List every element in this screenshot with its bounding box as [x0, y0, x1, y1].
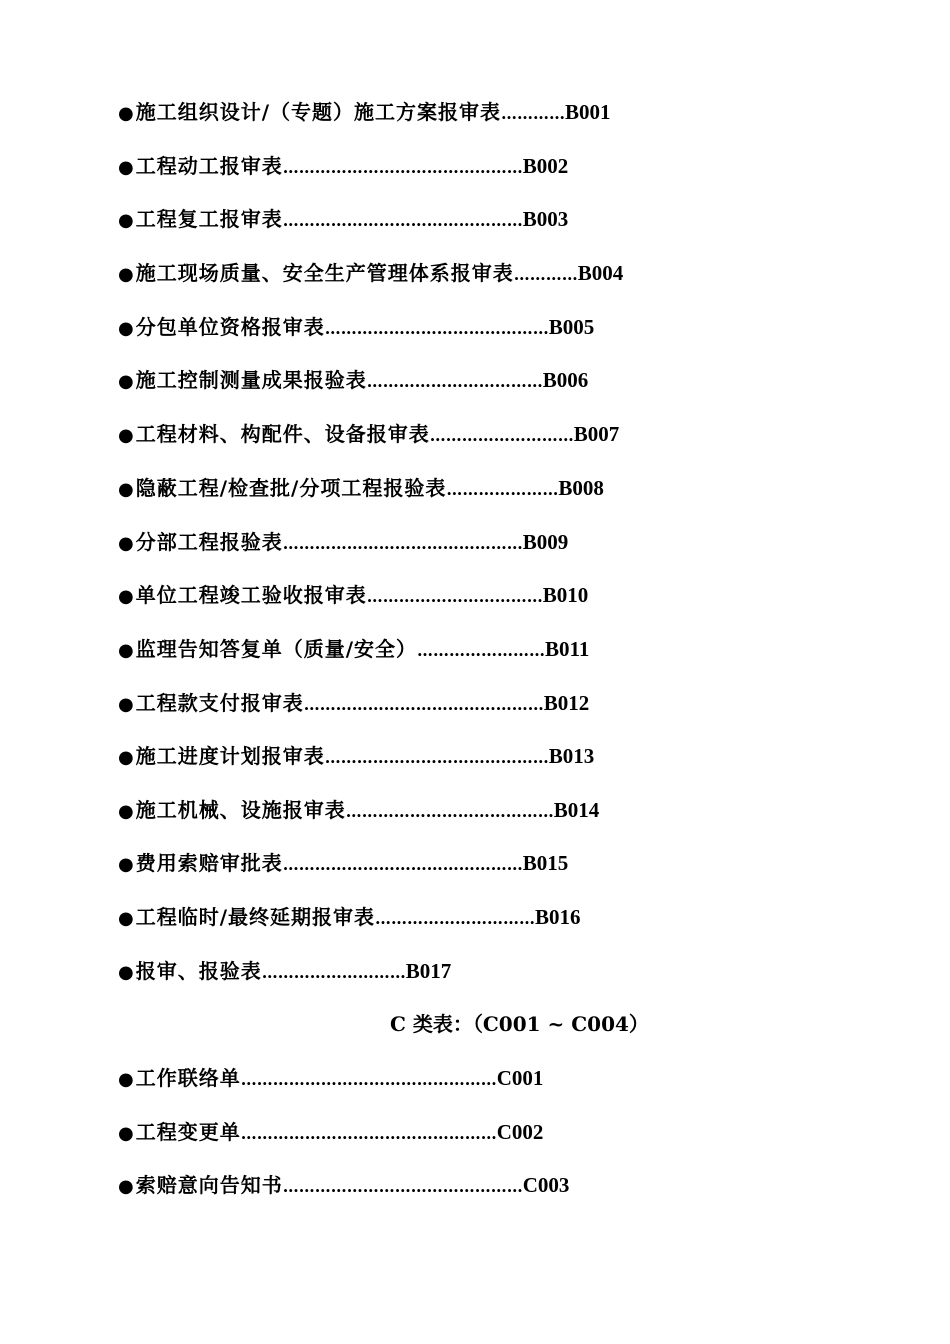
- entry-code: B014: [553, 798, 600, 822]
- section-c-heading: C 类表：（C001 ~ C004）: [390, 1012, 649, 1036]
- bullet-icon: ●: [118, 854, 135, 875]
- toc-entry-b010: [118, 580, 588, 610]
- bullet-icon: ●: [118, 694, 135, 715]
- bullet-icon: ●: [118, 640, 135, 661]
- entry-title: 工程款支付报审表: [135, 691, 304, 715]
- entry-title: 施工机械、设施报审表: [135, 798, 346, 822]
- entry-code: B016: [535, 905, 581, 929]
- bullet-icon: ●: [118, 425, 135, 446]
- bullet-icon: ●: [118, 210, 135, 231]
- entry-title: 隐蔽工程/检查批/分项工程报验表: [135, 476, 447, 500]
- entry-code: B005: [548, 315, 595, 339]
- bullet-icon: ●: [118, 1176, 135, 1197]
- toc-entry-b002: [118, 151, 568, 181]
- toc-entry-b013: [118, 741, 594, 771]
- toc-entry-b009: [118, 527, 568, 557]
- entry-title: 监理告知答复单（质量/安全）: [135, 637, 418, 661]
- entry-leader-dots: …………………: [446, 480, 559, 499]
- entry-leader-dots: ………………………………………: [303, 695, 544, 714]
- entry-code: B010: [542, 583, 589, 607]
- entry-code: B008: [558, 476, 604, 500]
- toc-entry-c003: [118, 1170, 569, 1200]
- bullet-icon: ●: [118, 908, 135, 929]
- toc-entry-b005: [118, 312, 594, 342]
- entry-leader-dots: ………………………………………: [282, 855, 523, 874]
- entry-leader-dots: …………: [513, 265, 578, 284]
- entry-code: B007: [573, 422, 620, 446]
- entry-title: 工程临时/最终延期报审表: [135, 905, 376, 929]
- entry-leader-dots: ……………………: [417, 641, 546, 660]
- entry-code: B012: [543, 691, 590, 715]
- entry-title: 分部工程报验表: [135, 530, 283, 554]
- entry-code: B006: [542, 368, 589, 392]
- toc-entry-b008: [118, 473, 604, 503]
- toc-entry-b004: [118, 258, 623, 288]
- toc-entry-b006: [118, 365, 588, 395]
- entry-leader-dots: …………………………………………: [240, 1124, 497, 1143]
- entry-leader-dots: …………………………: [375, 909, 536, 928]
- entry-code: C003: [522, 1173, 570, 1197]
- entry-title: 索赔意向告知书: [135, 1173, 283, 1197]
- bullet-icon: ●: [118, 157, 135, 178]
- bullet-icon: ●: [118, 264, 135, 285]
- entry-code: C002: [496, 1120, 544, 1144]
- toc-entry-b014: [118, 795, 599, 825]
- entry-leader-dots: ……………………………: [366, 587, 543, 606]
- entry-code: B011: [545, 637, 590, 661]
- toc-entry-b015: [118, 848, 568, 878]
- bullet-icon: ●: [118, 586, 135, 607]
- toc-entry-c001: [118, 1063, 543, 1093]
- entry-title: 工程复工报审表: [135, 207, 283, 231]
- toc-entry-b017: [118, 956, 451, 986]
- entry-leader-dots: ……………………………………: [324, 748, 549, 767]
- entry-leader-dots: …………………………………………: [240, 1070, 497, 1089]
- entry-leader-dots: ……………………………………: [324, 319, 549, 338]
- bullet-icon: ●: [118, 103, 135, 124]
- bullet-icon: ●: [118, 371, 135, 392]
- entry-code: B017: [405, 959, 452, 983]
- bullet-icon: ●: [118, 801, 135, 822]
- entry-code: B002: [522, 154, 569, 178]
- entry-title: 施工控制测量成果报验表: [135, 368, 367, 392]
- bullet-icon: ●: [118, 533, 135, 554]
- entry-leader-dots: …………: [501, 104, 566, 123]
- toc-entry-b007: [118, 419, 619, 449]
- entry-leader-dots: ………………………………………: [282, 534, 523, 553]
- entry-title: 工程动工报审表: [135, 154, 283, 178]
- entry-code: B003: [522, 207, 569, 231]
- entry-leader-dots: ………………………: [261, 963, 406, 982]
- entry-code: B004: [577, 261, 624, 285]
- entry-code: B001: [565, 100, 611, 124]
- entry-code: B009: [522, 530, 569, 554]
- bullet-icon: ●: [118, 318, 135, 339]
- entry-leader-dots: …………………………………: [345, 802, 554, 821]
- entry-title: 报审、报验表: [135, 959, 262, 983]
- entry-leader-dots: ………………………………………: [282, 1177, 523, 1196]
- toc-entry-b016: [118, 902, 581, 932]
- entry-title: 分包单位资格报审表: [135, 315, 325, 339]
- bullet-icon: ●: [118, 747, 135, 768]
- entry-leader-dots: ………………………: [429, 426, 574, 445]
- entry-title: 单位工程竣工验收报审表: [135, 583, 367, 607]
- bullet-icon: ●: [118, 479, 135, 500]
- entry-title: 工作联络单: [135, 1066, 241, 1090]
- entry-title: 费用索赔审批表: [135, 851, 283, 875]
- toc-entry-b003: [118, 204, 568, 234]
- entry-title: 施工现场质量、安全生产管理体系报审表: [135, 261, 514, 285]
- entry-title: 施工组织设计/（专题）施工方案报审表: [135, 100, 502, 124]
- bullet-icon: ●: [118, 962, 135, 983]
- bullet-icon: ●: [118, 1123, 135, 1144]
- entry-title: 工程材料、构配件、设备报审表: [135, 422, 430, 446]
- entry-code: B015: [522, 851, 569, 875]
- entry-leader-dots: ………………………………………: [282, 158, 523, 177]
- entry-code: B013: [548, 744, 595, 768]
- entry-leader-dots: ……………………………: [366, 372, 543, 391]
- toc-entry-b001: [118, 97, 611, 127]
- bullet-icon: ●: [118, 1069, 135, 1090]
- entry-title: 工程变更单: [135, 1120, 241, 1144]
- toc-entry-c002: [118, 1117, 543, 1147]
- toc-entry-b012: [118, 688, 589, 718]
- entry-leader-dots: ………………………………………: [282, 211, 523, 230]
- entry-code: C001: [496, 1066, 544, 1090]
- toc-entry-b011: [118, 634, 589, 664]
- entry-title: 施工进度计划报审表: [135, 744, 325, 768]
